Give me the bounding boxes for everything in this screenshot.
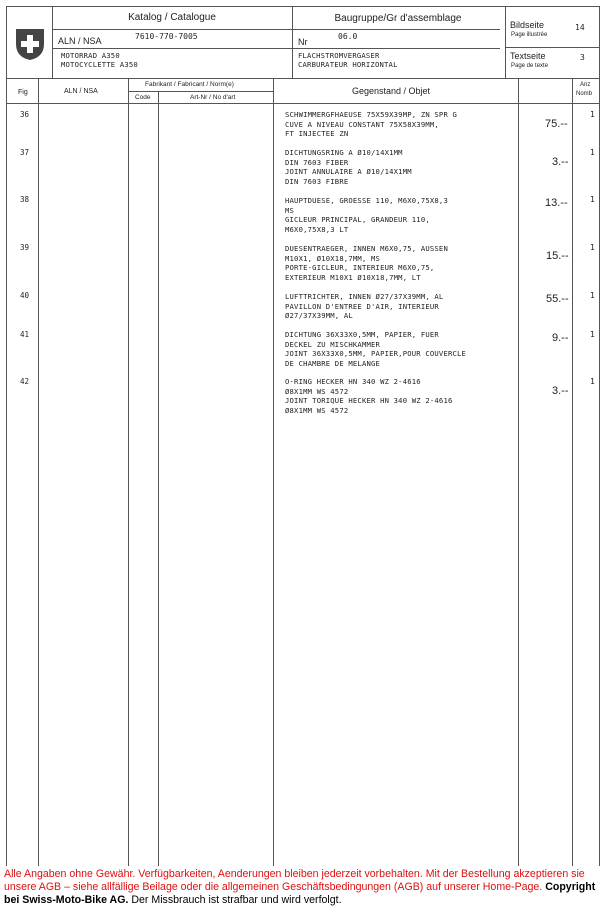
bildseite-sub: Page illustrée (511, 32, 548, 38)
row-qty: 1 (590, 243, 595, 252)
textseite-value: 3 (580, 53, 585, 62)
nr-label: Nr (298, 37, 308, 47)
row-object: DICHTUNGSRING A Ø10/14X1MM DIN 7603 FIBER JOINT ANNULAIRE A Ø10/14X1MM DIN 7603 FIBRE (285, 148, 412, 186)
col-qty-1: Anz (580, 82, 591, 88)
row-object: LUFTTRICHTER, INNEN Ø27/37X39MM, AL PAVILLON D'ENTREE D'AIR, INTERIEUR Ø27/37X39MM, AL (285, 292, 444, 320)
bildseite-label: Bildseite (510, 20, 545, 30)
row-fig: 37 (20, 148, 30, 157)
col-qty-2: Nomb (576, 91, 593, 97)
row-fig: 38 (20, 195, 30, 204)
row-fig: 41 (20, 330, 30, 339)
textseite-label: Textseite (510, 51, 546, 61)
group-de: FLACHSTROMVERGASER (298, 51, 380, 60)
row-object: SCHWIMMERGFHAEUSE 75X59X39MP, ZN SPR G CUVE A NIVEAU CONSTANT 75X58X39MM, FT INJECTEE ZN (285, 110, 458, 138)
group-title: Baugruppe/Gr d'assemblage (334, 13, 462, 24)
col-manufacturer: Fabrikant / Fabricant / Norm(e) (145, 81, 234, 88)
row-qty: 1 (590, 330, 595, 339)
footer-misuse: Der Missbrauch ist strafbar und wird verfolgt. (131, 894, 342, 906)
row-price: 9.-- (552, 332, 569, 344)
catalog-title: Katalog / Catalogue (128, 12, 216, 23)
row-qty: 1 (590, 195, 595, 204)
col-fig: Fig (18, 89, 28, 96)
row-qty: 1 (590, 377, 595, 386)
row-object: DICHTUNG 36X33X0,5MM, PAPIER, FUER DECKEL ZU MISCHKAMMER JOINT 36X33X0,5MM, PAPIER,POUR COUVERCLE DE CHAMBRE DE MELANGE (285, 330, 467, 368)
bildseite-value: 14 (575, 23, 585, 32)
row-price: 3.-- (552, 156, 569, 168)
footer-legal-text: Alle Angaben ohne Gewähr. Verfügbarkeiten, Aenderungen bleiben jederzeit vorbehalten. Mit der Bestellung akzeptieren sie unsere AGB – siehe allfällige Beilage oder die allgemeinen Geschäftsbedingungen (AGB) auf unserer Home-Page. (4, 868, 585, 893)
row-object: HAUPTDUESE, GROESSE 110, M6X0,75X8,3 MS GICLEUR PRINCIPAL, GRANDEUR 110, M6X0,75X8,3 LT (285, 196, 448, 234)
row-fig: 42 (20, 377, 30, 386)
row-price: 55.-- (546, 293, 569, 305)
footer-disclaimer (4, 868, 602, 907)
row-object: DUESENTRAEGER, INNEN M6X0,75, AUSSEN M10X1, Ø10X18,7MM, MS PORTE-GICLEUR, INTERIEUR M6X0,75, EXTERIEUR M10X1 Ø10X18,7MM, LT (285, 244, 448, 282)
row-fig: 36 (20, 110, 30, 119)
row-object: O-RING HECKER HN 340 WZ 2-4616 Ø8X1MM WS 4572 JOINT TORIQUE HECKER HN 340 WZ 2-4616 Ø8X1MM WS 4572 (285, 377, 453, 415)
row-price: 13.-- (545, 197, 568, 209)
nr-value: 06.0 (338, 32, 358, 41)
row-fig: 40 (20, 291, 30, 300)
row-price: 75.-- (545, 118, 568, 130)
vehicle-fr: MOTOCYCLETTE A350 (61, 60, 138, 69)
row-qty: 1 (590, 291, 595, 300)
aln-value: 7610-770-7005 (135, 32, 198, 41)
vehicle-de: MOTORRAD A350 (61, 51, 120, 60)
row-fig: 39 (20, 243, 30, 252)
col-art-nr: Art-Nr / No d'art (190, 94, 236, 101)
col-aln: ALN / NSA (64, 88, 98, 95)
row-qty: 1 (590, 110, 595, 119)
col-code: Code (135, 94, 151, 101)
row-qty: 1 (590, 148, 595, 157)
aln-label: ALN / NSA (58, 36, 102, 46)
textseite-sub: Page de texte (511, 63, 549, 69)
col-object: Gegenstand / Objet (352, 86, 431, 96)
group-fr: CARBURATEUR HORIZONTAL (298, 60, 398, 69)
footer-copyright: Copyright bei Swiss-Moto-Bike AG. (4, 881, 596, 906)
row-price: 15.-- (546, 250, 569, 262)
row-price: 3.-- (552, 385, 569, 397)
swiss-cross-icon (13, 27, 47, 61)
